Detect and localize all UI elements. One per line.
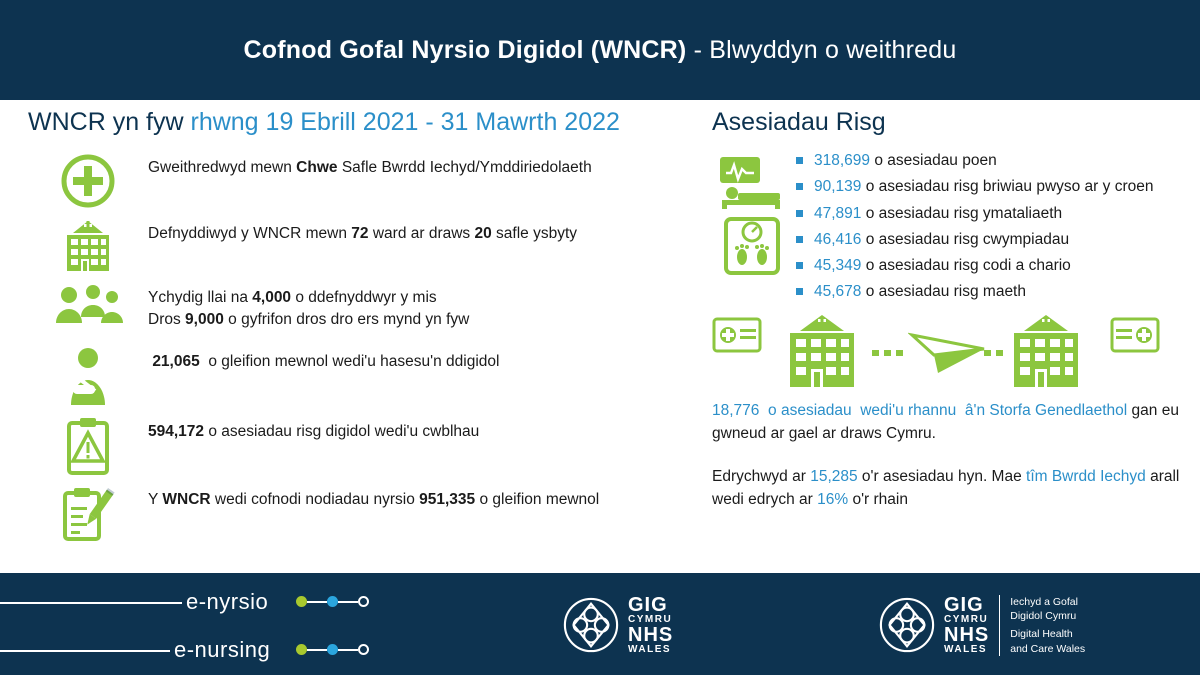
stat-text: 594,172 o asesiadau risg digidol wedi'u cwblhau — [148, 423, 480, 440]
page-title-bold: Cofnod Gofal Nyrsio Digidol (WNCR) — [243, 35, 687, 64]
dhcw-line-4: and Care Wales — [1010, 642, 1086, 655]
dot-green — [296, 644, 307, 655]
brand-row-english — [0, 633, 420, 669]
hospital-building-icon — [774, 313, 870, 389]
nhs-wales-logo — [562, 595, 673, 655]
page-footer — [0, 573, 1200, 675]
icon-cell — [28, 483, 148, 541]
e-nursing-brand — [0, 585, 420, 669]
record-card-icon — [712, 317, 762, 353]
list-item — [796, 280, 1153, 303]
risk-value: 46,416 — [814, 230, 862, 248]
risk-value: 47,891 — [814, 204, 862, 222]
icon-cell — [28, 281, 148, 327]
green-cross-circle-icon — [60, 153, 116, 209]
nhs-gig: GIG — [628, 594, 668, 616]
paper-plane-icon — [908, 329, 988, 377]
risk-label: o asesiadau poen — [870, 152, 997, 169]
nhs-cymru: CYMRU — [628, 614, 673, 625]
left-column — [28, 108, 728, 549]
sharing-flow-diagram — [712, 313, 1182, 393]
left-title-lead: WNCR yn fyw — [28, 108, 191, 136]
dhcw-wordmark — [999, 595, 1085, 656]
dhcw-line-2: Digidol Cymru — [1010, 610, 1077, 623]
people-group-icon — [53, 283, 123, 327]
brand-rule — [0, 602, 182, 604]
list-item — [796, 228, 1153, 251]
brand-dots-welsh — [296, 596, 369, 607]
dhcw-logo — [878, 595, 1085, 656]
stat-row — [28, 281, 728, 337]
risk-label: o asesiadau risg briwiau pwyso ar y croen — [861, 178, 1154, 196]
stat-text: Ychydig llai na 4,000 o ddefnyddwyr y mis Dros 9,000 o gyfrifon dros dro ers mynd yn fyw — [148, 289, 470, 329]
right-column-title: Asesiadau Risg — [712, 108, 886, 136]
clipboard-warning-icon — [65, 417, 111, 475]
dot-blue — [327, 644, 338, 655]
list-item — [796, 254, 1153, 277]
risk-label: o asesiadau risg cwympiadau — [861, 230, 1070, 248]
risk-label: o asesiadau risg maeth — [861, 283, 1026, 301]
brand-dots-english — [296, 644, 369, 655]
left-title-accent: rhwng 19 Ebrill 2021 - 31 Mawrth 2022 — [190, 108, 620, 136]
risk-value: 45,678 — [814, 283, 862, 301]
brand-word-welsh: e-nyrsio — [186, 589, 269, 614]
risk-value: 45,349 — [814, 257, 862, 274]
stat-text: Y WNCR wedi cofnodi nodiadau nyrsio 951,335 o gleifion mewnol — [148, 491, 600, 508]
stat-text: 21,065 o gleifion mewnol wedi'u hasesu'n ddigidol — [152, 353, 500, 370]
dot-blue — [327, 596, 338, 607]
list-item — [796, 149, 1153, 172]
brand-rule — [0, 650, 170, 652]
nhs-wordmark — [944, 595, 989, 655]
risk-list — [792, 149, 1153, 307]
risk-label: o asesiadau risg codi a chario — [861, 257, 1071, 274]
list-item — [796, 202, 1153, 225]
weighing-scales-icon — [722, 215, 782, 277]
nhs-cymru: CYMRU — [944, 614, 989, 626]
list-item — [796, 175, 1153, 198]
page-header — [0, 0, 1200, 100]
brand-row-welsh — [0, 585, 420, 621]
page-title-rest: - Blwyddyn o weithredu — [686, 35, 957, 64]
dot-outline — [358, 644, 369, 655]
icon-cell — [28, 151, 148, 209]
page-title — [244, 36, 957, 65]
nhs-wordmark — [628, 595, 673, 655]
icon-cell — [28, 345, 148, 407]
brand-word-english: e-nursing — [174, 637, 271, 662]
risk-label: o asesiadau risg ymataliaeth — [861, 204, 1063, 222]
risk-icons — [712, 149, 792, 277]
icon-cell — [28, 415, 148, 475]
dot-connector — [307, 649, 327, 651]
icon-cell — [28, 217, 148, 273]
clipboard-pencil-icon — [61, 485, 115, 541]
dhcw-line-1: Iechyd a Gofal — [1010, 596, 1078, 608]
nhs-wales: WALES — [628, 644, 672, 655]
viewed-assessments-text: Edrychwyd ar 15,285 o'r asesiadau hyn. Mae tîm Bwrdd Iechyd arall wedi edrych ar 16% o'r rhain — [712, 468, 1180, 509]
stat-text: Gweithredwyd mewn Chwe Safle Bwrdd Iechyd/Ymddiriedolaeth — [148, 159, 592, 176]
dot-connector — [338, 601, 358, 603]
left-column-title — [28, 108, 728, 137]
shared-assessments-text: 18,776 o asesiadau wedi'u rhannu â'n Storfa Genedlaethol gan eu gwneud ar gael ar draws Cymru. — [712, 401, 1179, 442]
dot-outline — [358, 596, 369, 607]
stat-row — [28, 151, 728, 209]
nhs-nhs: NHS — [628, 624, 674, 646]
dot-green — [296, 596, 307, 607]
celtic-knot-icon — [562, 596, 620, 654]
dot-connector — [338, 649, 358, 651]
stat-row — [28, 345, 728, 407]
stat-row — [28, 217, 728, 273]
stat-row — [28, 483, 728, 541]
hospital-building-icon — [998, 313, 1094, 389]
dot-connector — [307, 601, 327, 603]
right-column — [712, 108, 1182, 512]
celtic-knot-icon — [878, 596, 936, 654]
stat-row — [28, 415, 728, 475]
nhs-nhs: NHS — [944, 624, 990, 647]
risk-value: 318,699 — [814, 152, 871, 169]
hospital-building-icon — [57, 219, 119, 273]
nhs-wales: WALES — [944, 644, 988, 656]
risk-assessments-block — [712, 149, 1182, 307]
stat-text: Defnyddiwyd y WNCR mewn 72 ward ar draws 20 safle ysbyty — [148, 225, 578, 242]
patient-arm-sling-icon — [63, 347, 113, 407]
dhcw-line-3: Digital Health — [1010, 628, 1073, 641]
nhs-gig: GIG — [944, 594, 984, 617]
risk-value: 90,139 — [814, 178, 862, 196]
patient-in-bed-monitor-icon — [716, 153, 788, 209]
record-card-icon — [1110, 317, 1160, 353]
